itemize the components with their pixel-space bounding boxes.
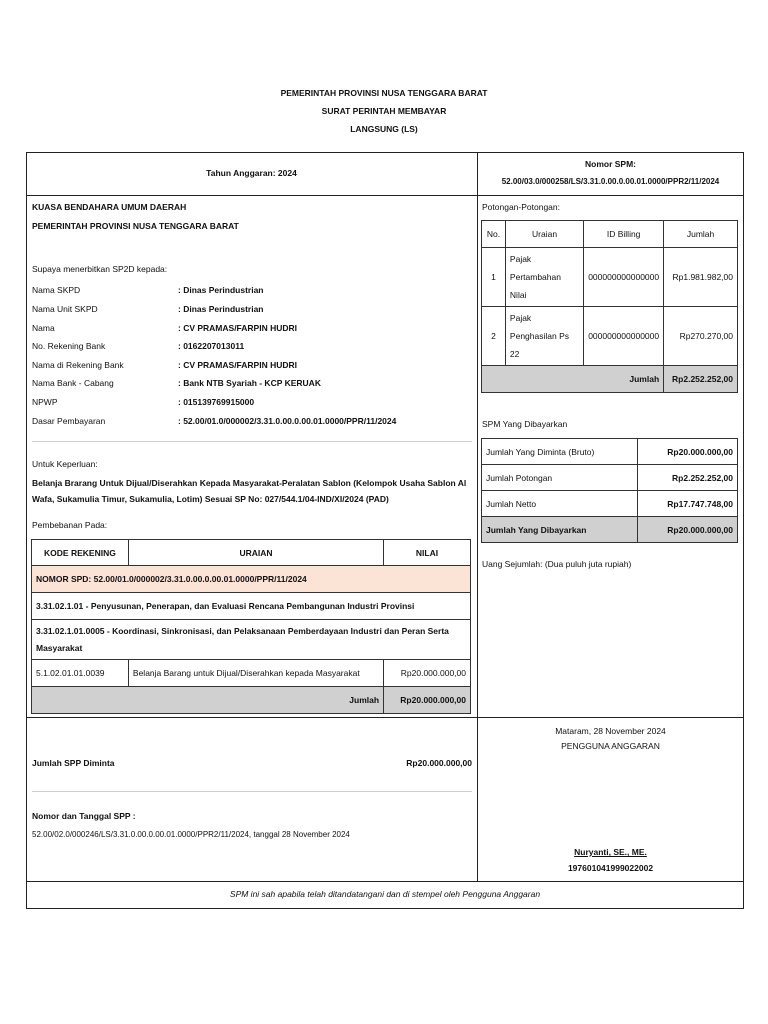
- table-header-row: [482, 221, 738, 248]
- row-uraian-line: Pertambahan: [509, 272, 561, 282]
- row-uraian: [505, 248, 583, 307]
- footer-divider: [26, 881, 744, 882]
- pembebanan-label: Pembebanan Pada:: [32, 520, 108, 530]
- field-label: No. Rekening Bank: [32, 341, 106, 351]
- tahun-anggaran: Tahun Anggaran: 2024: [206, 168, 297, 178]
- potongan-jumlah-label: Jumlah: [482, 366, 664, 393]
- item-uraian: Belanja Barang untuk Dijual/Diserahkan kepada Masyarakat: [128, 660, 383, 687]
- field-label: NPWP: [32, 397, 58, 407]
- field-value: : Bank NTB Syariah - KCP KERUAK: [178, 378, 321, 388]
- terbilang-text: Uang Sejumlah: (Dua puluh juta rupiah): [482, 559, 632, 569]
- header-line-3: LANGSUNG (LS): [350, 124, 418, 134]
- spd-row: [32, 566, 471, 593]
- kuasa-bud: KUASA BENDAHARA UMUM DAERAH: [32, 202, 187, 212]
- document-header: [0, 84, 768, 138]
- jumlah-value: Rp20.000.000,00: [384, 687, 471, 714]
- field-label: Nama di Rekening Bank: [32, 360, 124, 370]
- row-uraian-line: 22: [509, 349, 520, 359]
- header-billing: ID Billing: [584, 221, 664, 248]
- keperluan-text-1: Belanja Brarang Untuk Dijual/Diserahkan Kepada Masyarakat-Peralatan Sablon (Kelompok Usaha Sablon Al: [32, 478, 467, 488]
- header-jumlah: Jumlah: [664, 221, 738, 248]
- header-uraian: URAIAN: [128, 540, 383, 566]
- total-row: [482, 517, 738, 543]
- spm-total-label: Jumlah Yang Dibayarkan: [482, 517, 638, 543]
- pembebanan-table: [31, 539, 471, 714]
- spm-row-value: Rp20.000.000,00: [638, 439, 738, 465]
- potongan-table: [481, 220, 738, 393]
- field-label: Nama Unit SKPD: [32, 304, 98, 314]
- row-uraian-line: Penghasilan Ps: [509, 331, 569, 341]
- header-nilai: NILAI: [384, 540, 471, 566]
- pemprov-name: PEMERINTAH PROVINSI NUSA TENGGARA BARAT: [32, 221, 239, 231]
- row-uraian-line: Nilai: [509, 290, 527, 300]
- row-uraian: [505, 307, 583, 366]
- total-row: [482, 366, 738, 393]
- kegiatan-row: [32, 620, 471, 660]
- program-row: [32, 593, 471, 620]
- spm-row-value: Rp17.747.748,00: [638, 491, 738, 517]
- field-value: : Dinas Perindustrian: [178, 304, 264, 314]
- kegiatan-line-1: 3.31.02.1.01.0005 - Koordinasi, Sinkronisasi, dan Pelaksanaan Pemberdayaan Industri dan Peran Serta: [36, 625, 449, 636]
- program-text: 3.31.02.1.01 - Penyusunan, Penerapan, dan Evaluasi Rencana Pembangunan Industri Provinsi: [32, 593, 471, 620]
- spm-row-label: Jumlah Yang Diminta (Bruto): [482, 439, 638, 465]
- field-value: : Dinas Perindustrian: [178, 285, 264, 295]
- signer-name: Nuryanti, SE., ME.: [574, 847, 647, 857]
- nomor-spm-value: 52.00/03.0/000258/LS/3.31.0.00.0.00.01.0000/PPR2/11/2024: [501, 177, 720, 186]
- spm-table: [481, 438, 738, 543]
- footer-note: SPM ini sah apabila telah ditandatangani dan di stempel oleh Pengguna Anggaran: [229, 889, 541, 899]
- spm-row-label: Jumlah Potongan: [482, 465, 638, 491]
- kegiatan-text: [32, 620, 471, 660]
- header-kode: KODE REKENING: [32, 540, 129, 566]
- header-uraian: Uraian: [505, 221, 583, 248]
- row-no: 2: [482, 307, 506, 366]
- header-line-2: SURAT PERINTAH MEMBAYAR: [321, 106, 447, 116]
- row-jumlah: Rp270.270,00: [664, 307, 738, 366]
- jumlah-label: Jumlah: [32, 687, 384, 714]
- field-value: : CV PRAMAS/FARPIN HUDRI: [178, 360, 298, 370]
- table-row: [482, 307, 738, 366]
- spm-dibayarkan-label: SPM Yang Dibayarkan: [482, 419, 568, 429]
- keperluan-label: Untuk Keperluan:: [32, 459, 98, 469]
- supaya-text: Supaya menerbitkan SP2D kepada:: [32, 264, 168, 274]
- table-row: [482, 491, 738, 517]
- keperluan-text-2: Wafa, Sukamulia Timur, Sukamulia, Lotim) Sesuai SP No: 027/544.1/04-IND/XI/2024 (PAD): [32, 494, 389, 504]
- signer-role: PENGGUNA ANGGARAN: [561, 741, 660, 751]
- total-row: [32, 687, 471, 714]
- header-line-1: PEMERINTAH PROVINSI NUSA TENGGARA BARAT: [280, 88, 488, 98]
- field-value: : CV PRAMAS/FARPIN HUDRI: [178, 323, 298, 333]
- row-no: 1: [482, 248, 506, 307]
- potongan-label: Potongan-Potongan:: [482, 202, 560, 212]
- nomor-spd: NOMOR SPD: 52.00/01.0/000002/3.31.0.00.0.00.01.0000/PPR/11/2024: [32, 566, 471, 593]
- nomor-spm-label: Nomor SPM:: [585, 159, 636, 169]
- column-divider: [477, 152, 478, 881]
- row-uraian-line: Pajak: [509, 313, 532, 323]
- row-uraian-line: Pajak: [509, 254, 532, 264]
- field-value: : 015139769915000: [178, 397, 255, 407]
- nomor-spp-value: 52.00/02.0/000246/LS/3.31.0.00.0.00.01.0000/PPR2/11/2024, tanggal 28 November 2024: [32, 830, 350, 839]
- potongan-jumlah-value: Rp2.252.252,00: [664, 366, 738, 393]
- table-header-row: [32, 540, 471, 566]
- field-value: : 52.00/01.0/000002/3.31.0.00.0.00.01.0000/PPR/11/2024: [178, 416, 397, 426]
- spm-row-label: Jumlah Netto: [482, 491, 638, 517]
- spm-total-value: Rp20.000.000,00: [638, 517, 738, 543]
- jumlah-spp-label: Jumlah SPP Diminta: [32, 758, 115, 768]
- bottom-separator: [32, 791, 472, 792]
- nomor-spp-label: Nomor dan Tanggal SPP :: [32, 811, 136, 821]
- table-row: [482, 465, 738, 491]
- row-jumlah: Rp1.981.982,00: [664, 248, 738, 307]
- spm-row-value: Rp2.252.252,00: [638, 465, 738, 491]
- table-row: [482, 248, 738, 307]
- field-label: Dasar Pembayaran: [32, 416, 106, 426]
- section-separator: [32, 441, 472, 442]
- table-row: [482, 439, 738, 465]
- field-label: Nama: [32, 323, 55, 333]
- lower-divider: [26, 717, 744, 718]
- table-row: [32, 660, 471, 687]
- jumlah-spp-value: Rp20.000.000,00: [406, 758, 472, 768]
- field-label: Nama Bank - Cabang: [32, 378, 114, 388]
- row-billing: 000000000000000: [584, 248, 664, 307]
- header-no: No.: [482, 221, 506, 248]
- row-billing: 000000000000000: [584, 307, 664, 366]
- item-nilai: Rp20.000.000,00: [384, 660, 471, 687]
- signer-nip: 197601041999022002: [567, 863, 654, 873]
- kegiatan-line-2: Masyarakat: [36, 642, 83, 653]
- field-value: : 0162207013011: [178, 341, 245, 351]
- field-label: Nama SKPD: [32, 285, 81, 295]
- top-divider: [26, 195, 744, 196]
- place-date: Mataram, 28 November 2024: [555, 726, 666, 736]
- item-kode: 5.1.02.01.01.0039: [32, 660, 129, 687]
